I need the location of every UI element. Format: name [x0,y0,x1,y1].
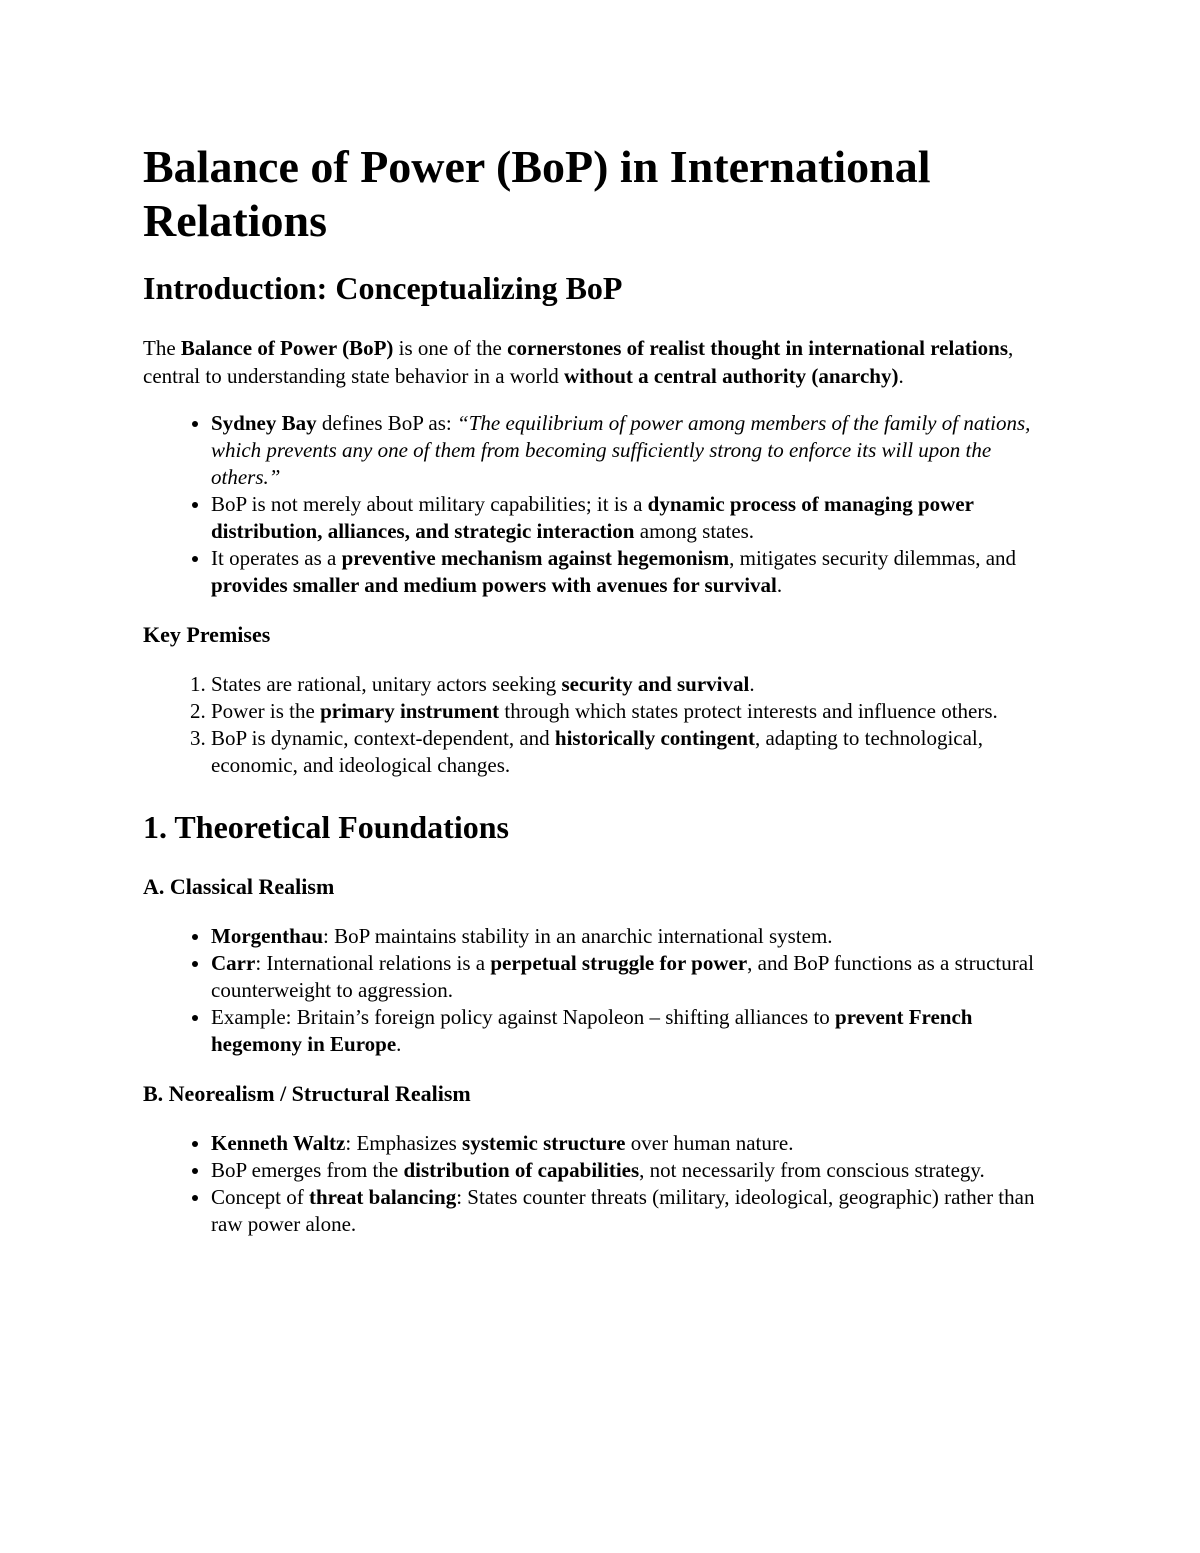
classical-realism-heading: A. Classical Realism [143,874,335,899]
classical-realism-list [143,923,1063,1058]
key-premises-list [143,671,1063,779]
key-premises-heading: Key Premises [143,622,271,647]
document-page [143,140,1063,1260]
list-item: 1. States are rational, unitary actors seeking security and survival. [211,671,1063,698]
neorealism-heading: B. Neorealism / Structural Realism [143,1081,471,1106]
theoretical-foundations-heading: 1. Theoretical Foundations [143,809,509,845]
list-item: • Morgenthau: BoP maintains stability in an anarchic international system. [211,923,1063,950]
intro-paragraph: The Balance of Power (BoP) is one of the cornerstones of realist thought in international relations, central to understanding state behavior in a world without a central authority (anarchy). [143,336,1014,388]
list-item: • Example: Britain’s foreign policy against Napoleon – shifting alliances to prevent French hegemony in Europe. [211,1004,1063,1058]
list-item: • BoP is not merely about military capabilities; it is a dynamic process of managing power distribution, alliances, and strategic interaction among states. [211,491,1063,545]
list-item: • Concept of threat balancing: States counter threats (military, ideological, geographic) rather than raw power alone. [211,1184,1063,1238]
list-item: • Carr: International relations is a perpetual struggle for power, and BoP functions as a structural counterweight to aggression. [211,950,1063,1004]
list-item: • It operates as a preventive mechanism against hegemonism, mitigates security dilemmas, and provides smaller and medium powers with avenues for survival. [211,545,1063,599]
list-item: 3. BoP is dynamic, context-dependent, and historically contingent, adapting to technological, economic, and ideological changes. [211,725,1063,779]
list-item: • Sydney Bay defines BoP as: “The equilibrium of power among members of the family of nations, which prevents any one of them from becoming sufficiently strong to enforce its will upon the others.” [211,410,1063,491]
list-item: • Kenneth Waltz: Emphasizes systemic structure over human nature. [211,1130,1063,1157]
intro-heading: Introduction: Conceptualizing BoP [143,270,623,306]
neorealism-list [143,1130,1063,1238]
document-title: Balance of Power (BoP) in International Relations [143,141,931,246]
list-item: 2. Power is the primary instrument through which states protect interests and influence others. [211,698,1063,725]
list-item: • BoP emerges from the distribution of capabilities, not necessarily from conscious strategy. [211,1157,1063,1184]
intro-bullet-list [143,410,1063,599]
